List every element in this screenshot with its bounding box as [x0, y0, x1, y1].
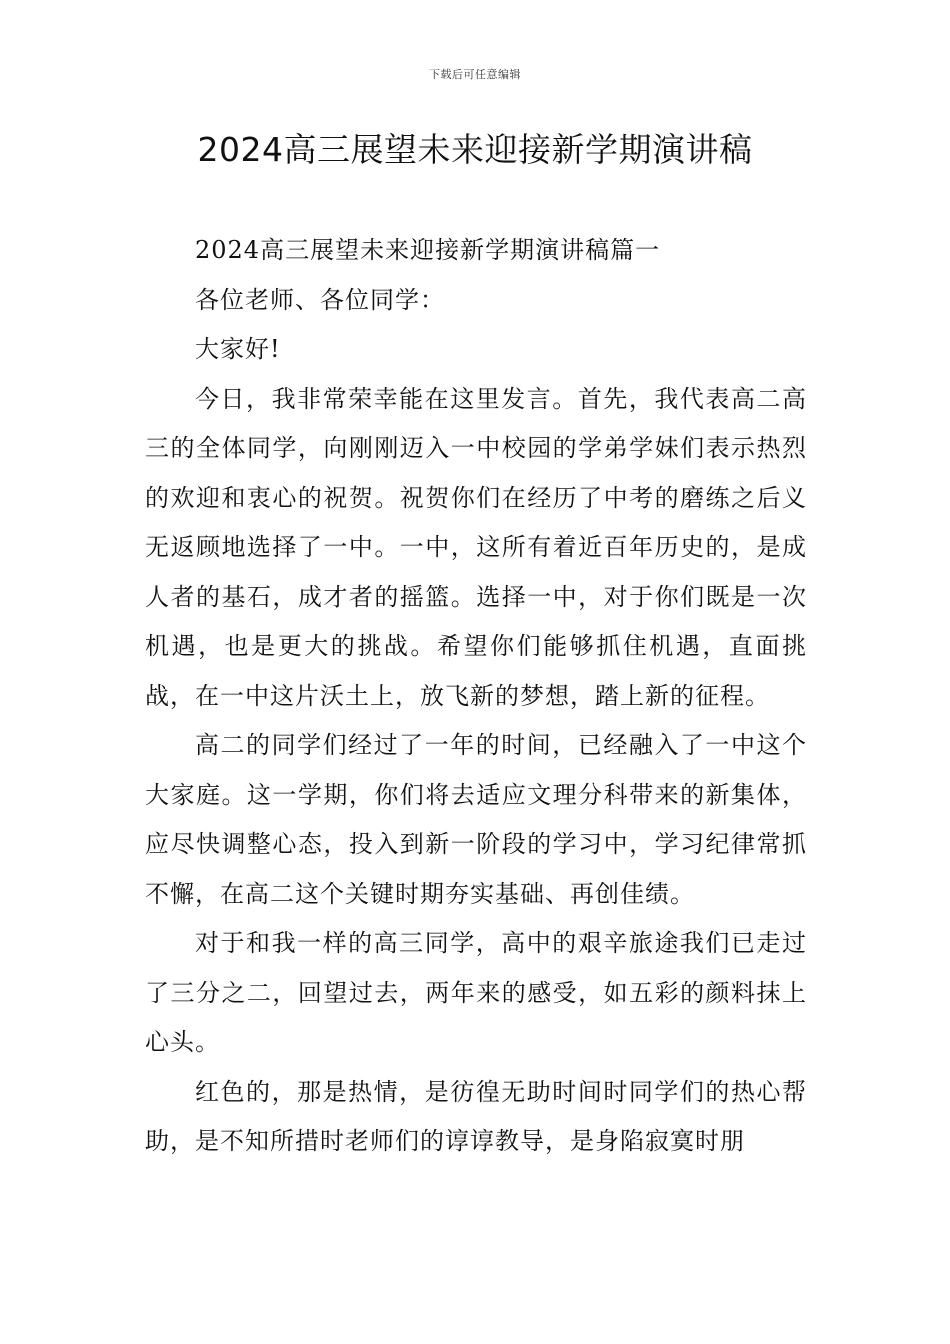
paragraph-red: 红色的，那是热情，是彷徨无助时间时同学们的热心帮助，是不知所措时老师们的谆谆教导，是身陷寂寞时朋 [145, 1077, 807, 1155]
document-title: 2024高三展望未来迎接新学期演讲稿 [197, 130, 753, 169]
paragraph-hello: 大家好! [195, 335, 281, 363]
paragraph-grade-three: 对于和我一样的高三同学，高中的艰辛旅途我们已走过了三分之二，回望过去，两年来的感受，如五彩的颜料抹上心头。 [145, 929, 807, 1056]
paragraph-subtitle: 2024高三展望未来迎接新学期演讲稿篇一 [195, 236, 661, 264]
paragraph-grade-two: 高二的同学们经过了一年的时间，已经融入了一中这个大家庭。这一学期，你们将去适应文理分科带来的新集体，应尽快调整心态，投入到新一阶段的学习中，学习纪律常抓不懈，在高二这个关键时期夯实基础、再创佳绩。 [145, 731, 807, 908]
document-body [145, 226, 807, 1167]
header-note: 下载后可任意编辑 [429, 68, 521, 81]
paragraph-welcome: 今日，我非常荣幸能在这里发言。首先，我代表高二高三的全体同学，向刚刚迈入一中校园的学弟学妹们表示热烈的欢迎和衷心的祝贺。祝贺你们在经历了中考的磨练之后义无返顾地选择了一中。一中，这所有着近百年历史的，是成人者的基石，成才者的摇篮。选择一中，对于你们既是一次机遇，也是更大的挑战。希望你们能够抓住机遇，直面挑战，在一中这片沃土上，放飞新的梦想，踏上新的征程。 [145, 384, 807, 710]
paragraph-greeting-audience: 各位老师、各位同学： [195, 285, 445, 314]
